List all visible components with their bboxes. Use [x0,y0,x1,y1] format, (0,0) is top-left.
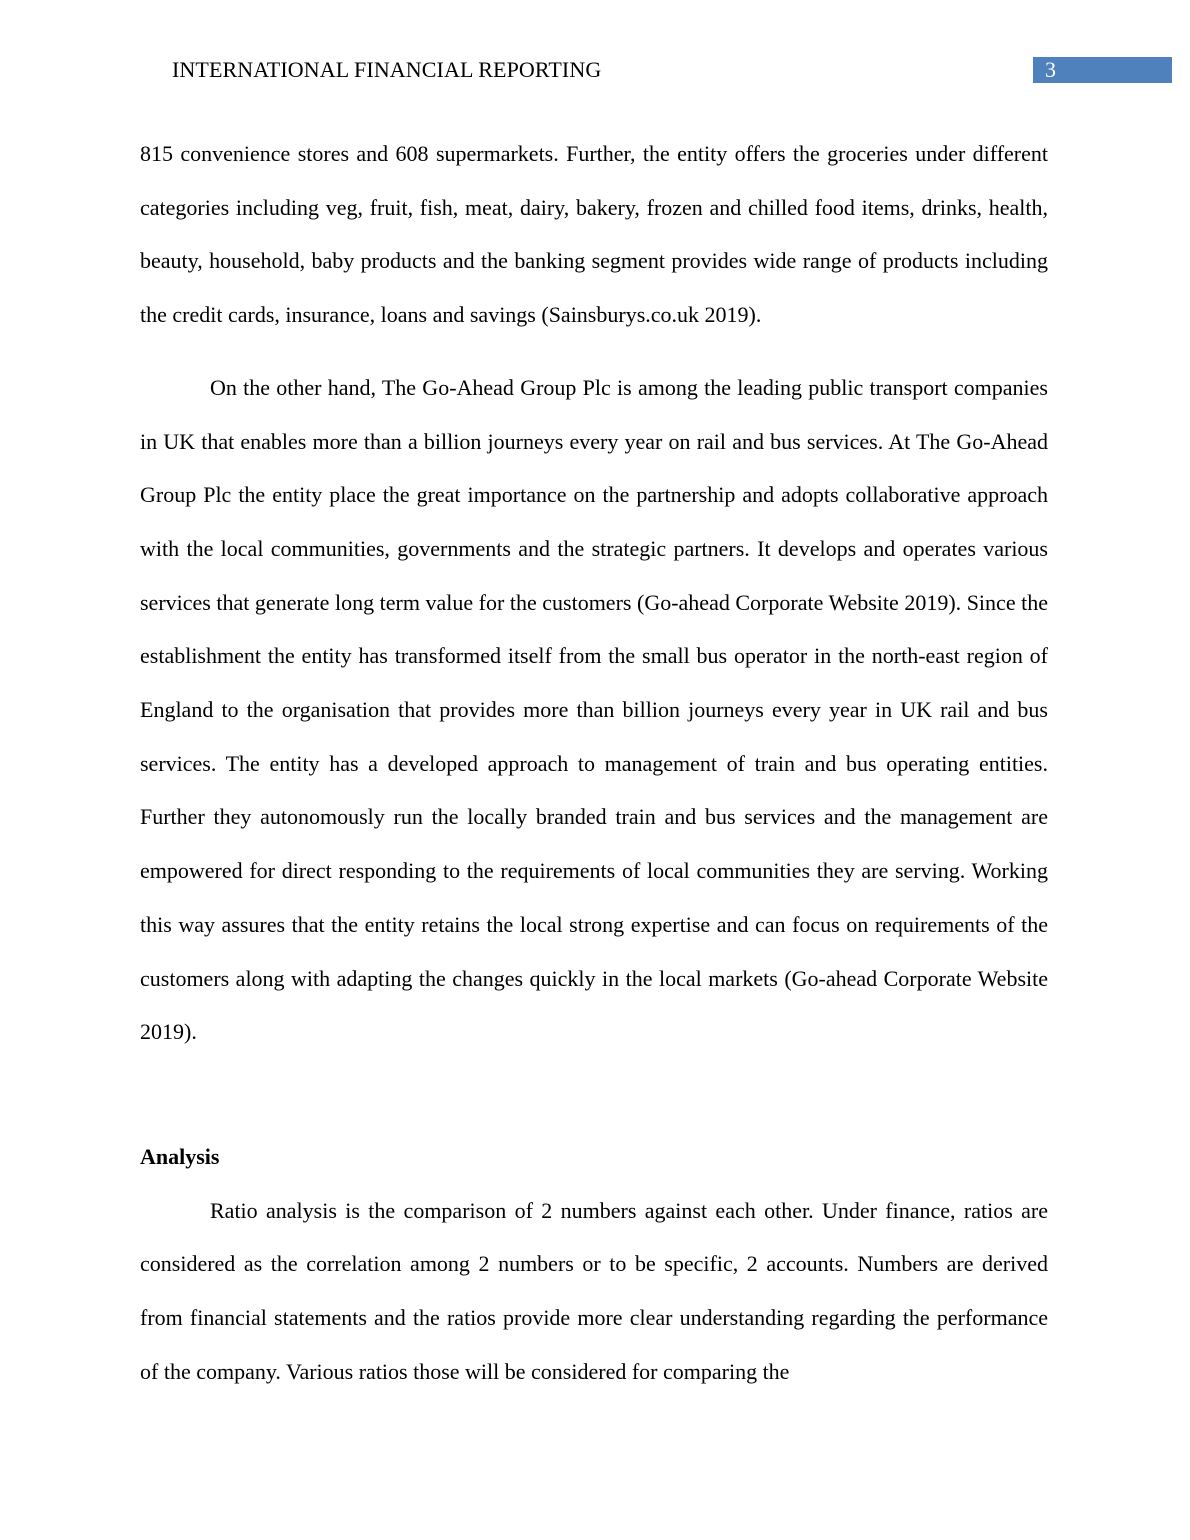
page-number: 3 [1033,57,1172,83]
body-paragraph-continued: 815 convenience stores and 608 supermarkets. Further, the entity offers the groceries under different categories including veg, fruit, fish, meat, dairy, bakery, frozen and chilled food items, drinks, health, beauty, household, baby products and the banking segment provides wide range of products including the credit cards, insurance, loans and savings (Sainsburys.co.uk 2019). [140,141,1048,328]
body-paragraph-ratio-analysis: Ratio analysis is the comparison of 2 numbers against each other. Under finance, ratios are considered as the correlation among 2 numbers or to be specific, 2 accounts. Numbers are derived from financial statements and the ratios provide more clear understanding regarding the performance of the company. Various ratios those will be considered for comparing the [140,1197,1048,1384]
running-head: INTERNATIONAL FINANCIAL REPORTING [172,57,602,82]
body-paragraph-go-ahead: On the other hand, The Go-Ahead Group Plc is among the leading public transport companies in UK that enables more than a billion journeys every year on rail and bus services. At The Go-Ahead Group Plc the entity place the great importance on the partnership and adopts collaborative approach with the local communities, governments and the strategic partners. It develops and operates various services that generate long term value for the customers (Go-ahead Corporate Website 2019). Since the establishment the entity has transformed itself from the small bus operator in the north-east region of England to the organisation that provides more than billion journeys every year in UK rail and bus services. The entity has a developed approach to management of train and bus operating entities. Further they autonomously run the locally branded train and bus services and the management are empowered for direct responding to the requirements of local communities they are serving. Working this way assures that the entity retains the local strong expertise and can focus on requirements of the customers along with adapting the changes quickly in the local markets (Go-ahead Corporate Website 2019). [140,374,1048,1045]
section-heading-analysis: Analysis [140,1143,220,1169]
document-body [140,127,1048,1398]
